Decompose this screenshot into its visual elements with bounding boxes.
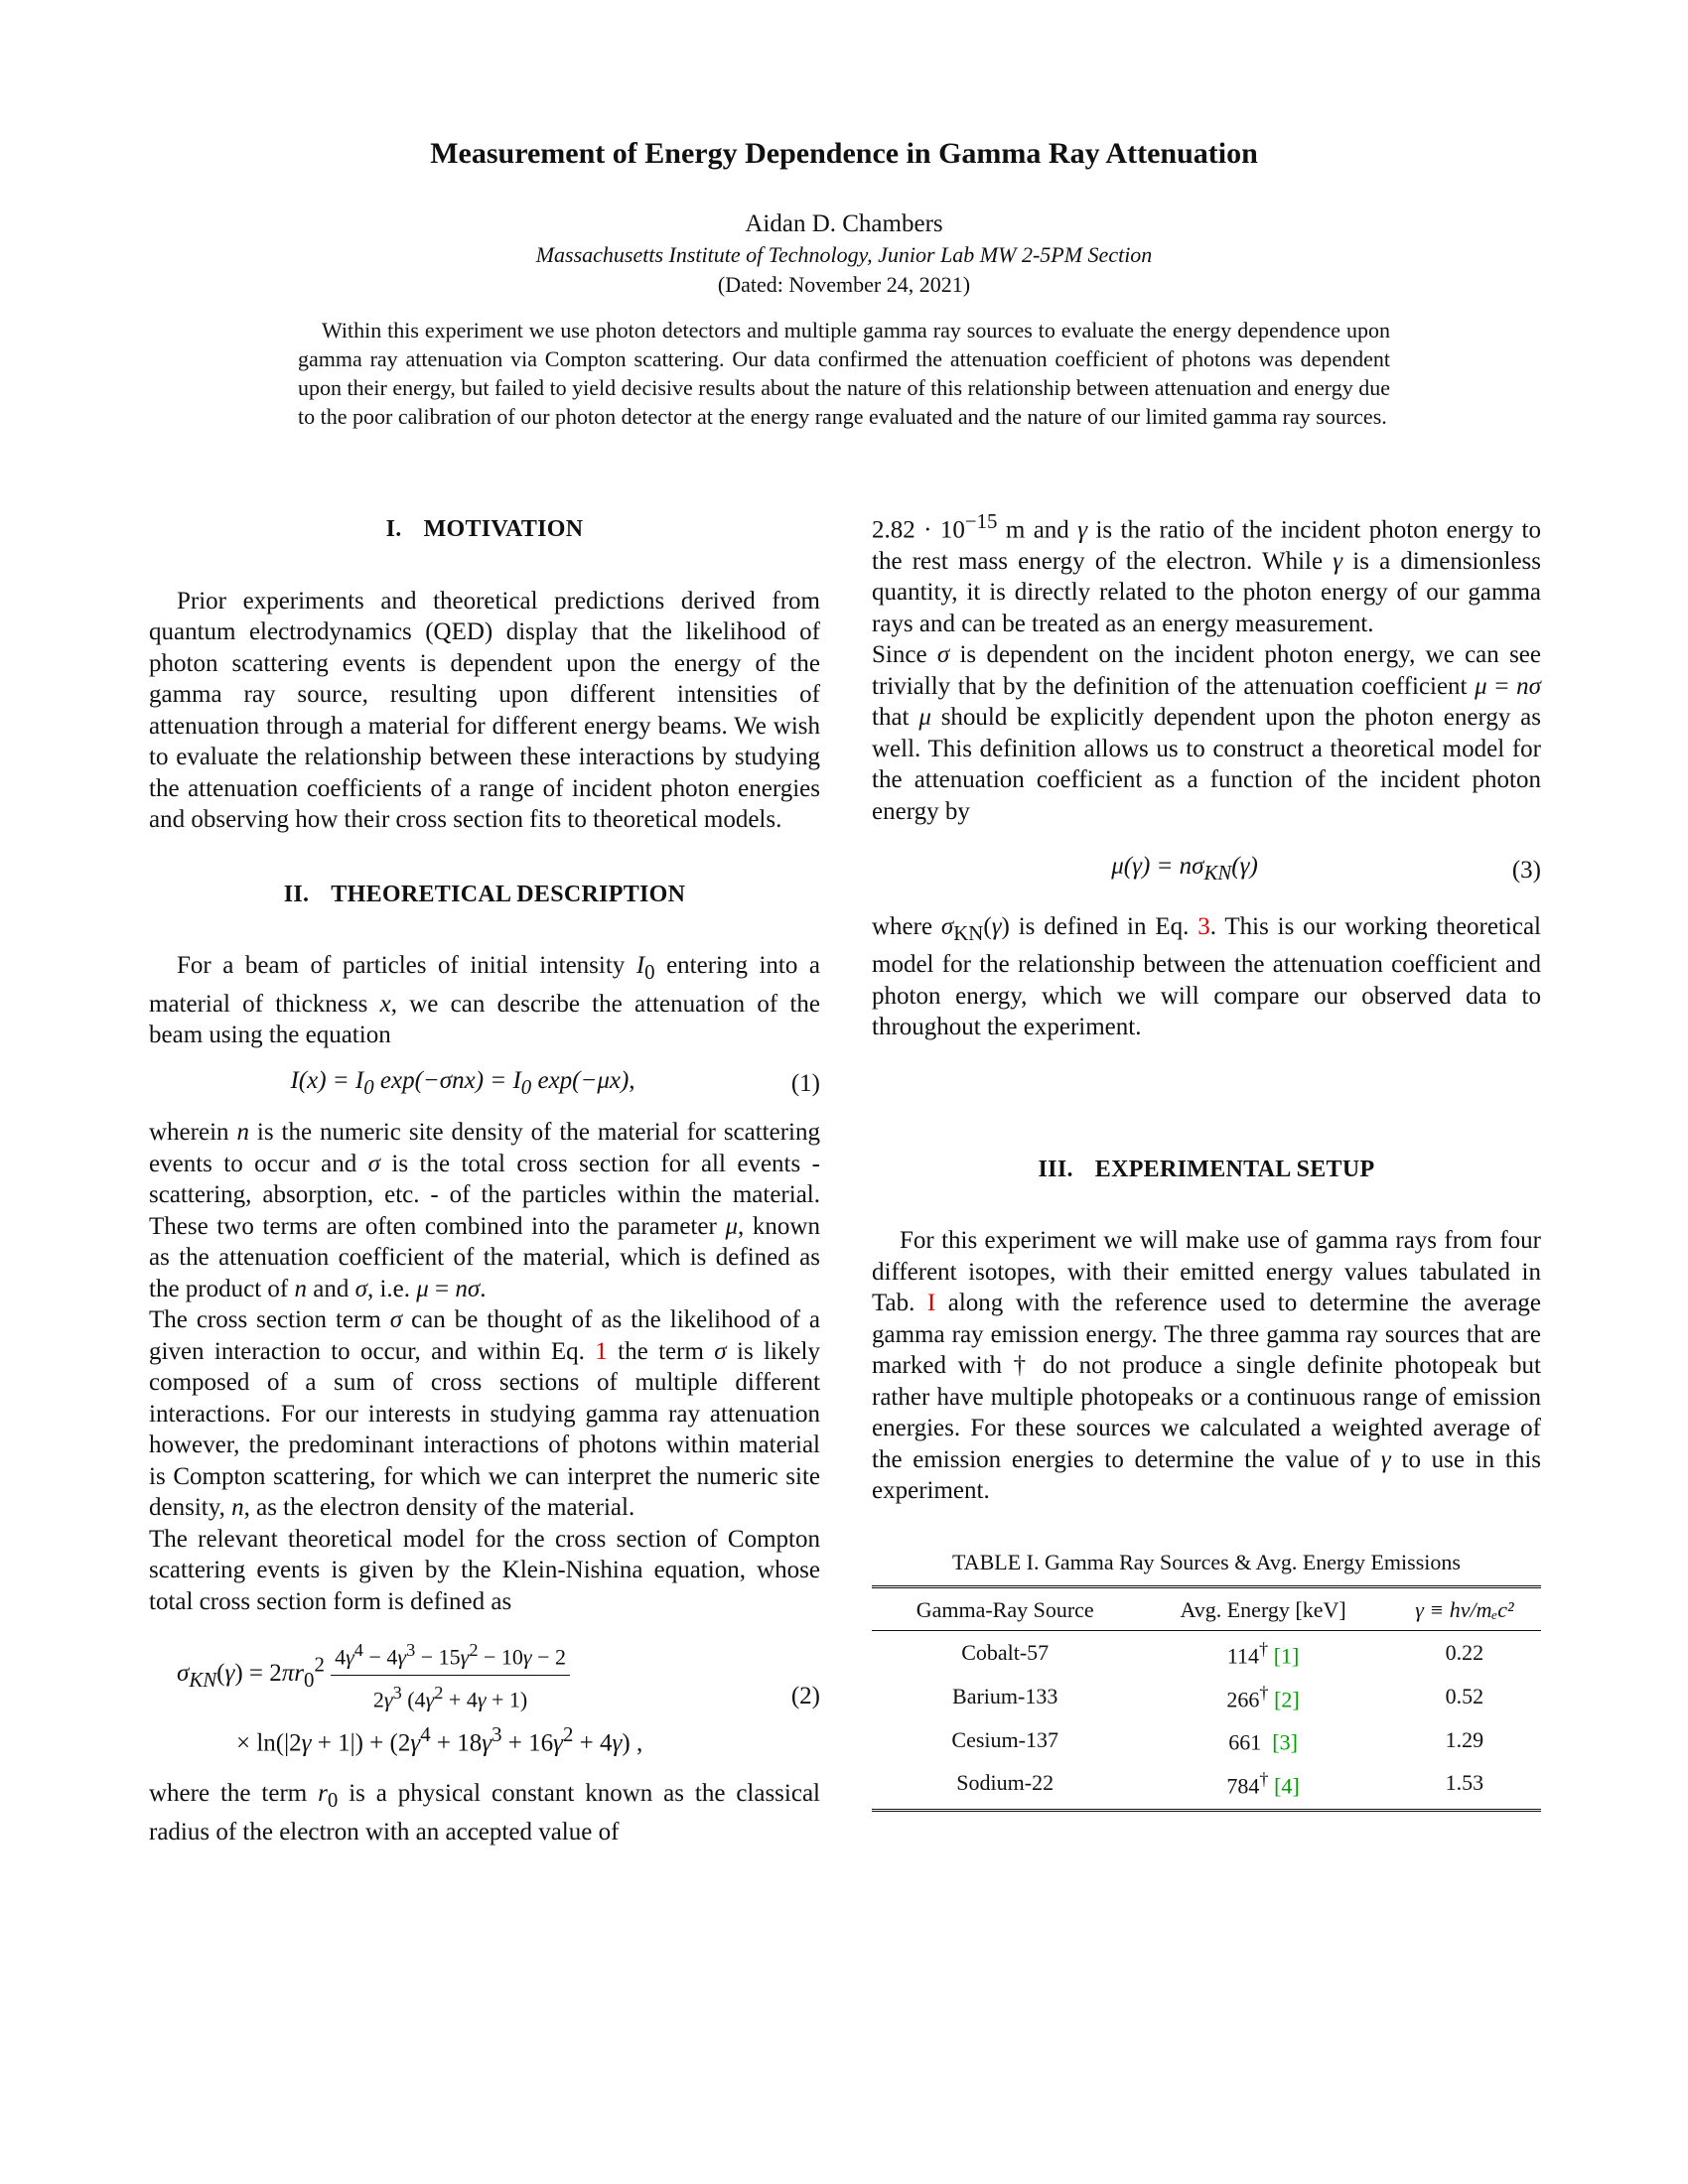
theory-paragraph-1: For a beam of particles of initial intensity $I_0$ entering into a material of thickness x, we can describe the attenuation of the beam using the equation [149, 952, 820, 1048]
theory-paragraph-3: The cross section term σ can be thought of as the likelihood of a given interaction to occur, and within Eq. 1 the term σ is likely composed of a sum of cross sections of multiple different interactions. For our interests in studying gamma ray attenuation however, the predominant interactions of photons within material is Compton scattering, for which we can interpret the numeric site density, n, as the electron density of the material. [149, 1306, 820, 1521]
affiliation: Massachusetts Institute of Technology, Junior Lab MW 2-5PM Section [535, 242, 1153, 267]
energy-cell: 661 [3] [1228, 1729, 1298, 1755]
table-bottom-rule [872, 1809, 1541, 1814]
abstract: Within this experiment we use photon detectors and multiple gamma ray sources to evaluate the energy dependence upon gamma ray attenuation via Compton scattering. Our data confirmed the attenuation coefficient of photons was dependent upon their energy, but failed to yield decisive results about the nature of this relationship between attenuation and energy due to the poor calibration of our photon detector at the energy range evaluated and the nature of our limited gamma ray sources. [298, 318, 1390, 429]
column-header: Avg. Energy [keV] [1180, 1597, 1346, 1623]
equation-ref-link[interactable]: 1 [595, 1337, 608, 1365]
theory-paragraph-5: where the term $r_0$ is a physical constant known as the classical radius of the electron with an accepted value of [149, 1780, 820, 1845]
left-column [149, 506, 820, 1847]
section-title: MOTIVATION [423, 516, 584, 542]
energy-cell: 784† [4] [1226, 1769, 1300, 1799]
column-header: Gamma-Ray Source [915, 1597, 1094, 1623]
equation-ref-link[interactable]: 3 [1197, 912, 1210, 940]
source-cell: Cobalt-57 [961, 1639, 1050, 1665]
citation-link[interactable]: [4] [1274, 1773, 1300, 1799]
gamma-cell: 1.29 [1445, 1726, 1484, 1752]
author-name: Aidan D. Chambers [745, 210, 943, 237]
energy-cell: 266† [2] [1226, 1682, 1300, 1711]
citation-link[interactable]: [1] [1273, 1643, 1300, 1669]
theory-paragraph-4: The relevant theoretical model for the cross section of Compton scattering events is given by the Klein-Nishina equation, whose total cross section form is defined as [149, 1525, 820, 1615]
table-row [872, 1761, 1541, 1809]
source-cell: Sodium-22 [956, 1770, 1055, 1796]
gamma-cell: 1.53 [1445, 1770, 1484, 1796]
section-title: EXPERIMENTAL SETUP [1094, 1156, 1375, 1182]
theory-paragraph-8: where $\sigma_{KN}(\gamma)$ is defined in Eq. 3. This is our working theoretical model for the relationship between the attenuation coefficient and photon energy, which we will compare our observed data to throughout the experiment. [872, 912, 1542, 1041]
citation-link[interactable]: [2] [1274, 1686, 1300, 1711]
energy-cell: 114† [1] [1226, 1638, 1300, 1669]
column-header: γ ≡ hν/mₑc² [1415, 1597, 1514, 1623]
equation-number: (3) [1511, 856, 1541, 884]
date-line: (Dated: November 24, 2021) [717, 272, 971, 297]
section-heading-setup [872, 1155, 1541, 1186]
theory-paragraph-6: $2.82 \cdot 10^{-15}$ m and γ is the ratio of the incident photon energy to the rest mass energy of the electron. While γ is a dimensionless quantity, it is directly related to the photon energy of our gamma rays and can be treated as an energy measurement. [872, 509, 1542, 637]
setup-paragraph: For this experiment we will make use of gamma rays from four different isotopes, with their emitted energy values tabulated in Tab. I along with the reference used to determine the average gamma ray emission energy. The three gamma ray sources that are marked with † do not produce a single definite photopeak but rather have multiple photopeaks or a continuous range of emission energies. For these sources we calculated a weighted average of the emission energies to determine the value of γ to use in this experiment. [872, 1227, 1541, 1505]
section-title: THEORETICAL DESCRIPTION [331, 881, 686, 907]
table-caption: TABLE I. Gamma Ray Sources & Avg. Energy Emissions [952, 1549, 1461, 1574]
equation-2: $\sigma_{KN}(\gamma) = 2\pi r_0^2$ $\frac{4\gamma^4 - 4\gamma^3 - 15\gamma^2 - 10\gamma - 2}{2\gamma^3 (4\gamma^2 + 4\gamma + 1)}$ × $\ln(|2\gamma + 1|) + (2\gamma^4 + 18\gamma^3 + 16\gamma^2 + 4\gamma)$ , (2) [149, 1635, 820, 1758]
gamma-cell: 0.22 [1445, 1639, 1484, 1665]
motivation-paragraph: Prior experiments and theoretical predictions derived from quantum electrodynamics (QED) display that the likelihood of photon scattering events is dependent upon the energy of the gamma ray source, resulting upon different intensities of attenuation through a material for different energy beams. We wish to evaluate the relationship between these interactions by studying the attenuation coefficients of a range of incident photon energies and observing how their cross section fits to theoretical models. [149, 587, 820, 833]
table-row [872, 1630, 1541, 1674]
section-number: II. [283, 881, 310, 907]
equation-3: $\mu(\gamma) = n\sigma_{KN}(\gamma)$ (3) [1111, 853, 1541, 886]
citation-link[interactable]: [3] [1272, 1729, 1298, 1755]
table-row [872, 1675, 1541, 1718]
equation-number: (2) [790, 1683, 820, 1710]
gamma-cell: 0.52 [1445, 1683, 1484, 1708]
theory-paragraph-7: Since σ is dependent on the incident photon energy, we can see trivially that by the definition of the attenuation coefficient μ = nσ that μ should be explicitly dependent upon the photon energy as well. This definition allows us to construct a theoretical model for the attenuation coefficient as a function of the incident photon energy by [872, 641, 1541, 825]
section-heading-theory [149, 880, 820, 911]
theory-paragraph-2: wherein n is the numeric site density of the material for scattering events to occur and σ is the total cross section for all events - scattering, absorption, etc. - of the particles within the material. These two terms are often combined into the parameter μ, known as the attenuation coefficient of the material, which is defined as the product of n and σ, i.e. μ = nσ. [149, 1119, 820, 1302]
right-column [872, 506, 1541, 1814]
table-ref-link[interactable]: I [926, 1290, 936, 1317]
table-header-row [872, 1587, 1541, 1631]
section-number: I. [385, 516, 402, 542]
equation-number: (1) [790, 1070, 820, 1097]
source-cell: Cesium-137 [951, 1726, 1058, 1752]
section-heading-motivation [149, 514, 820, 546]
source-cell: Barium-133 [952, 1683, 1058, 1708]
paper-title: Measurement of Energy Dependence in Gamma Ray Attenuation [430, 137, 1258, 170]
gamma-source-table [872, 1585, 1541, 1809]
table-row [872, 1717, 1541, 1761]
equation-1: $I(x) = I_0$ $\exp(-\sigma nx) = I_0$ exp(−μx), (1) [290, 1066, 820, 1099]
section-number: III. [1038, 1156, 1073, 1182]
